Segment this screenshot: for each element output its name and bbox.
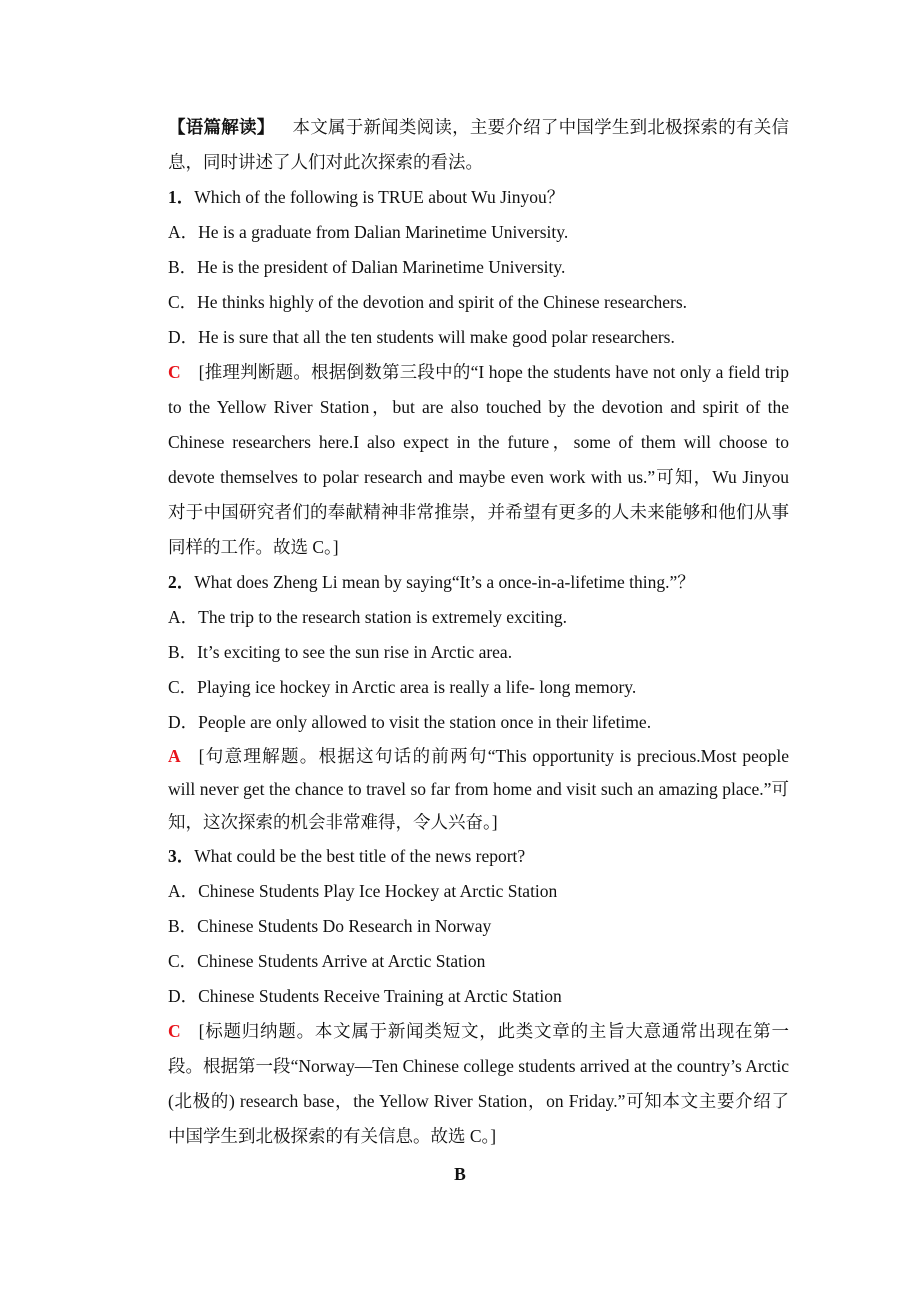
option-c: C．He thinks highly of the devotion and spirit of the Chinese researchers. bbox=[168, 292, 688, 312]
question-stem bbox=[131, 839, 789, 874]
answer-explanation bbox=[131, 355, 789, 565]
option-b: B．He is the president of Dalian Marinetime University. bbox=[168, 257, 566, 277]
summary-text: 本文属于新闻类阅读，主要介绍了中国学生到北极探索的有关信息，同时讲述了人们对此次探索的看法。 bbox=[168, 117, 790, 172]
question-number: 3． bbox=[168, 846, 195, 866]
option-c: C．Playing ice hockey in Arctic area is really a life- long memory. bbox=[168, 677, 637, 697]
option-a: A．He is a graduate from Dalian Marinetime University. bbox=[168, 222, 569, 242]
passage-summary bbox=[131, 110, 789, 180]
document-page bbox=[131, 110, 789, 1192]
question-stem bbox=[131, 565, 789, 600]
question-number: 1． bbox=[168, 187, 195, 207]
answer-letter: A bbox=[168, 746, 181, 766]
question-number: 2． bbox=[168, 572, 195, 592]
question-text: What could be the best title of the news report? bbox=[194, 846, 526, 866]
answer-letter: C bbox=[168, 362, 181, 382]
option-d: D．People are only allowed to visit the station once in their lifetime. bbox=[168, 712, 652, 732]
answer-explanation bbox=[131, 740, 789, 839]
question-text: What does Zheng Li mean by saying“It’s a once-in-a-lifetime thing.”？ bbox=[194, 572, 695, 592]
option-d: D．Chinese Students Receive Training at Arctic Station bbox=[168, 986, 562, 1006]
section-label: B bbox=[454, 1164, 466, 1184]
question-text: Which of the following is TRUE about Wu Jinyou？ bbox=[194, 187, 565, 207]
option-a: A．Chinese Students Play Ice Hockey at Arctic Station bbox=[168, 881, 558, 901]
option-d: D．He is sure that all the ten students will make good polar researchers. bbox=[168, 327, 675, 347]
summary-heading: 【语篇解读】 bbox=[168, 117, 275, 137]
explanation-text: [推理判断题。根据倒数第三段中的“I hope the students have not only a field trip to the Yellow River Station，but are also touched by the devotion and spirit of the Chinese researchers here.I also expect in the future，some of them will choose to devote themselves to polar research and maybe even work with us.”可知，Wu Jinyou 对于中国研究者们的奉献精神非常推崇，并希望有更多的人未来能够和他们从事同样的工作。故选 C。] bbox=[168, 362, 789, 557]
answer-explanation bbox=[131, 1014, 789, 1154]
question-2 bbox=[131, 565, 789, 839]
answer-letter: C bbox=[168, 1021, 181, 1041]
question-3 bbox=[131, 839, 789, 1154]
option-c: C．Chinese Students Arrive at Arctic Station bbox=[168, 951, 486, 971]
option-a: A．The trip to the research station is extremely exciting. bbox=[168, 607, 567, 627]
option-b: B．Chinese Students Do Research in Norway bbox=[168, 916, 492, 936]
question-stem bbox=[131, 180, 789, 215]
question-1 bbox=[131, 180, 789, 565]
option-b: B．It’s exciting to see the sun rise in Arctic area. bbox=[168, 642, 513, 662]
explanation-text: [句意理解题。根据这句话的前两句“This opportunity is precious.Most people will never get the chance to travel so far from home and visit such an amazing place.”可知，这次探索的机会非常难得，令人兴奋。] bbox=[168, 746, 789, 832]
explanation-text: [标题归纳题。本文属于新闻类短文，此类文章的主旨大意通常出现在第一段。根据第一段“Norway—Ten Chinese college students arrived at the country’s Arctic (北极的) research base，the Yellow River Station，on Friday.”可知本文主要介绍了中国学生到北极探索的有关信息。故选 C。] bbox=[168, 1021, 789, 1146]
